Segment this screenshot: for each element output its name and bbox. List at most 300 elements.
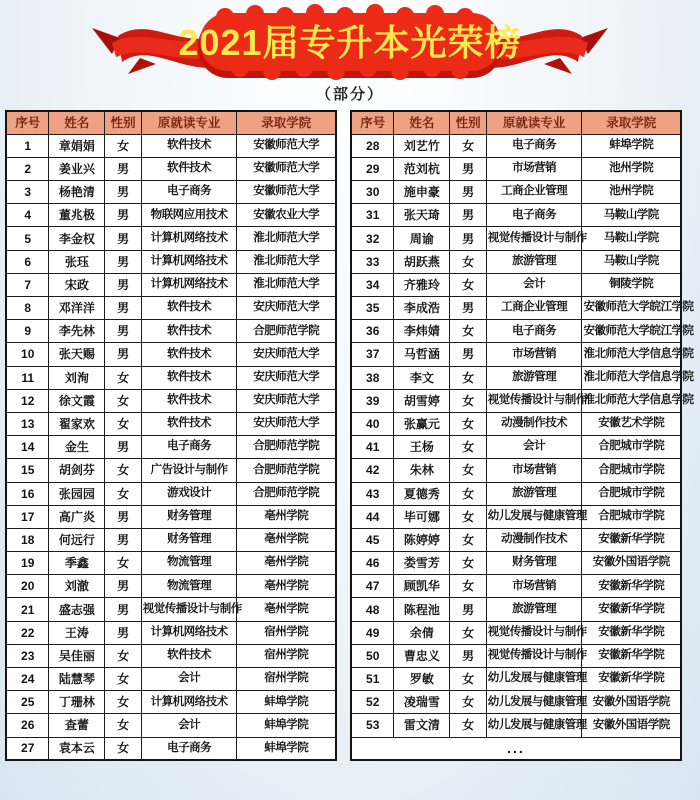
cell-name: 翟家欢 <box>49 412 105 435</box>
cell-college: 马鞍山学院 <box>582 227 681 250</box>
col-header-college: 录取学院 <box>237 111 336 134</box>
cell-major: 软件技术 <box>141 366 237 389</box>
cell-college: 蚌埠学院 <box>237 714 336 737</box>
cell-number: 17 <box>6 505 49 528</box>
cell-college: 安徽师范大学 <box>237 181 336 204</box>
cell-gender: 女 <box>450 459 486 482</box>
cell-number: 46 <box>351 552 394 575</box>
banner-blob <box>178 4 521 80</box>
cell-gender: 男 <box>105 436 141 459</box>
cell-name: 邓洋洋 <box>49 297 105 320</box>
cell-college: 安徽新华学院 <box>582 668 681 691</box>
table-row <box>351 691 681 714</box>
cell-college: 安徽师范大学 <box>237 157 336 180</box>
cell-number: 25 <box>6 691 49 714</box>
cell-number: 16 <box>6 482 49 505</box>
honor-table-left <box>5 110 337 761</box>
table-row <box>6 343 336 366</box>
cell-major: 软件技术 <box>141 157 237 180</box>
cell-major: 软件技术 <box>141 644 237 667</box>
cell-major: 计算机网络技术 <box>141 273 237 296</box>
cell-number: 31 <box>351 204 394 227</box>
cell-name: 董兆极 <box>49 204 105 227</box>
table-row <box>6 482 336 505</box>
cell-number: 47 <box>351 575 394 598</box>
cell-college: 蚌埠学院 <box>237 737 336 760</box>
cell-number: 7 <box>6 273 49 296</box>
cell-name: 高广炎 <box>49 505 105 528</box>
table-row <box>351 227 681 250</box>
cell-college: 安徽外国语学院 <box>582 552 681 575</box>
cell-name: 刘洵 <box>49 366 105 389</box>
cell-number: 10 <box>6 343 49 366</box>
cell-number: 13 <box>6 412 49 435</box>
cell-name: 马哲涵 <box>394 343 450 366</box>
table-row <box>351 273 681 296</box>
cell-number: 32 <box>351 227 394 250</box>
cell-name: 雷文清 <box>394 714 450 737</box>
table-row <box>351 157 681 180</box>
cell-college: 宿州学院 <box>237 644 336 667</box>
cell-name: 张天琦 <box>394 204 450 227</box>
cell-college: 宿州学院 <box>237 621 336 644</box>
cell-name: 毕可娜 <box>394 505 450 528</box>
cell-gender: 男 <box>450 204 486 227</box>
table-row <box>6 691 336 714</box>
table-row <box>6 575 336 598</box>
cell-name: 刘艺竹 <box>394 134 450 157</box>
cell-gender: 女 <box>450 528 486 551</box>
cell-major: 电子商务 <box>486 134 582 157</box>
cell-major: 物联网应用技术 <box>141 204 237 227</box>
table-row <box>351 134 681 157</box>
cell-name: 周谕 <box>394 227 450 250</box>
cell-name: 章娟娟 <box>49 134 105 157</box>
cell-major: 电子商务 <box>486 204 582 227</box>
cell-gender: 男 <box>105 505 141 528</box>
cell-name: 李先林 <box>49 320 105 343</box>
cell-name: 顾凯华 <box>394 575 450 598</box>
cell-major: 软件技术 <box>141 134 237 157</box>
ellipsis-cell: ... <box>351 737 681 760</box>
cell-number: 27 <box>6 737 49 760</box>
table-row <box>351 250 681 273</box>
col-header-major: 原就读专业 <box>486 111 582 134</box>
cell-number: 18 <box>6 528 49 551</box>
table-row <box>351 366 681 389</box>
cell-number: 50 <box>351 644 394 667</box>
table-row <box>6 598 336 621</box>
honor-table-right <box>350 110 694 761</box>
cell-college: 安徽新华学院 <box>582 621 681 644</box>
page-title: 2021届专升本光荣榜 <box>178 22 522 63</box>
cell-major: 物流管理 <box>141 575 237 598</box>
cell-name: 姜业兴 <box>49 157 105 180</box>
cell-major: 动漫制作技术 <box>486 528 582 551</box>
cell-college: 蚌埠学院 <box>582 134 681 157</box>
cell-major: 软件技术 <box>141 412 237 435</box>
cell-gender: 男 <box>105 621 141 644</box>
cell-name: 曹忠义 <box>394 644 450 667</box>
table-row <box>351 389 681 412</box>
col-header-major: 原就读专业 <box>141 111 237 134</box>
cell-name: 王杨 <box>394 436 450 459</box>
cell-name: 余倩 <box>394 621 450 644</box>
cell-gender: 男 <box>105 273 141 296</box>
cell-gender: 男 <box>105 320 141 343</box>
cell-college: 安庆师范大学 <box>237 366 336 389</box>
table-row <box>6 528 336 551</box>
cell-number: 20 <box>6 575 49 598</box>
cell-number: 11 <box>6 366 49 389</box>
cell-name: 刘澈 <box>49 575 105 598</box>
cell-number: 36 <box>351 320 394 343</box>
subtitle: （部分） <box>315 86 384 103</box>
cell-number: 8 <box>6 297 49 320</box>
table-row <box>351 181 681 204</box>
table-row <box>6 227 336 250</box>
cell-major: 财务管理 <box>141 528 237 551</box>
cell-gender: 男 <box>450 181 486 204</box>
cell-name: 徐文霞 <box>49 389 105 412</box>
cell-major: 软件技术 <box>141 320 237 343</box>
cell-gender: 男 <box>450 343 486 366</box>
cell-gender: 女 <box>450 366 486 389</box>
cell-name: 陈程池 <box>394 598 450 621</box>
table-row <box>351 644 681 667</box>
cell-college: 合肥师范学院 <box>237 459 336 482</box>
table-row <box>351 412 681 435</box>
cell-gender: 男 <box>105 528 141 551</box>
cell-number: 14 <box>6 436 49 459</box>
cell-gender: 女 <box>105 737 141 760</box>
cell-major: 幼儿发展与健康管理 <box>486 691 582 714</box>
cell-name: 李金权 <box>49 227 105 250</box>
cell-number: 6 <box>6 250 49 273</box>
cell-gender: 女 <box>450 320 486 343</box>
cell-number: 39 <box>351 389 394 412</box>
cell-major: 旅游管理 <box>486 598 582 621</box>
title-banner <box>0 2 700 86</box>
cell-gender: 女 <box>450 621 486 644</box>
cell-name: 胡雪婷 <box>394 389 450 412</box>
cell-number: 44 <box>351 505 394 528</box>
cell-gender: 男 <box>450 227 486 250</box>
table-row <box>351 459 681 482</box>
left-table-body <box>6 134 336 760</box>
table-row <box>6 668 336 691</box>
table-row <box>6 134 336 157</box>
cell-college: 安徽新华学院 <box>582 528 681 551</box>
col-header-college: 录取学院 <box>582 111 681 134</box>
cell-number: 52 <box>351 691 394 714</box>
cell-gender: 男 <box>105 204 141 227</box>
cell-major: 财务管理 <box>141 505 237 528</box>
cell-name: 吴佳丽 <box>49 644 105 667</box>
table-row <box>351 714 681 737</box>
cell-name: 张赢元 <box>394 412 450 435</box>
cell-number: 34 <box>351 273 394 296</box>
cell-major: 电子商务 <box>141 737 237 760</box>
table-row <box>351 621 681 644</box>
cell-name: 齐雅玲 <box>394 273 450 296</box>
cell-gender: 女 <box>450 250 486 273</box>
table-row <box>6 273 336 296</box>
cell-name: 季鑫 <box>49 552 105 575</box>
cell-gender: 女 <box>105 134 141 157</box>
cell-major: 计算机网络技术 <box>141 250 237 273</box>
table-row <box>351 505 681 528</box>
table-row <box>351 528 681 551</box>
cell-number: 43 <box>351 482 394 505</box>
cell-name: 丁珊林 <box>49 691 105 714</box>
col-header-number: 序号 <box>6 111 49 134</box>
cell-gender: 男 <box>450 157 486 180</box>
cell-gender: 女 <box>450 482 486 505</box>
cell-college: 马鞍山学院 <box>582 204 681 227</box>
cell-major: 电子商务 <box>141 181 237 204</box>
cell-gender: 男 <box>450 598 486 621</box>
cell-college: 马鞍山学院 <box>582 250 681 273</box>
cell-name: 张珏 <box>49 250 105 273</box>
col-header-name: 姓名 <box>394 111 450 134</box>
cell-college: 安庆师范大学 <box>237 389 336 412</box>
cell-name: 查蕾 <box>49 714 105 737</box>
cell-college: 安庆师范大学 <box>237 297 336 320</box>
cell-gender: 女 <box>105 412 141 435</box>
cell-name: 娄雪芳 <box>394 552 450 575</box>
banner-graphic <box>0 2 700 86</box>
cell-name: 陈婷婷 <box>394 528 450 551</box>
cell-gender: 女 <box>105 668 141 691</box>
table-row <box>351 482 681 505</box>
cell-college: 淮北师范大学 <box>237 250 336 273</box>
cell-major: 计算机网络技术 <box>141 621 237 644</box>
cell-name: 何远行 <box>49 528 105 551</box>
cell-number: 3 <box>6 181 49 204</box>
cell-college: 合肥城市学院 <box>582 459 681 482</box>
cell-college: 池州学院 <box>582 181 681 204</box>
cell-name: 宋政 <box>49 273 105 296</box>
cell-college: 宿州学院 <box>237 668 336 691</box>
table-row <box>6 157 336 180</box>
cell-college: 安徽新华学院 <box>582 575 681 598</box>
cell-number: 33 <box>351 250 394 273</box>
cell-college: 合肥师范学院 <box>237 320 336 343</box>
cell-gender: 女 <box>450 505 486 528</box>
cell-major: 软件技术 <box>141 343 237 366</box>
cell-gender: 女 <box>105 482 141 505</box>
cell-number: 49 <box>351 621 394 644</box>
cell-college: 安徽新华学院 <box>582 598 681 621</box>
cell-number: 15 <box>6 459 49 482</box>
cell-college: 淮北师范大学信息学院 <box>582 366 681 389</box>
cell-name: 朱林 <box>394 459 450 482</box>
cell-gender: 男 <box>105 227 141 250</box>
cell-college: 淮北师范大学信息学院 <box>582 389 681 412</box>
cell-gender: 男 <box>105 157 141 180</box>
cell-gender: 男 <box>105 181 141 204</box>
table-row <box>6 436 336 459</box>
table-row <box>351 320 681 343</box>
cell-gender: 男 <box>105 297 141 320</box>
cell-gender: 女 <box>450 389 486 412</box>
cell-college: 合肥城市学院 <box>582 436 681 459</box>
cell-gender: 女 <box>105 389 141 412</box>
cell-major: 软件技术 <box>141 297 237 320</box>
cell-major: 视觉传播设计与制作 <box>486 621 582 644</box>
cell-number: 30 <box>351 181 394 204</box>
table-row <box>351 552 681 575</box>
cell-major: 视觉传播设计与制作 <box>486 389 582 412</box>
cell-major: 幼儿发展与健康管理 <box>486 668 582 691</box>
cell-college: 淮北师范大学 <box>237 273 336 296</box>
cell-gender: 女 <box>105 552 141 575</box>
cell-name: 胡跃燕 <box>394 250 450 273</box>
cell-name: 施申豪 <box>394 181 450 204</box>
cell-college: 合肥师范学院 <box>237 436 336 459</box>
cell-college: 亳州学院 <box>237 505 336 528</box>
cell-college: 安徽师范大学 <box>237 134 336 157</box>
cell-major: 工商企业管理 <box>486 181 582 204</box>
cell-number: 26 <box>6 714 49 737</box>
cell-gender: 男 <box>450 644 486 667</box>
table-row <box>351 668 681 691</box>
cell-gender: 男 <box>105 575 141 598</box>
cell-major: 游戏设计 <box>141 482 237 505</box>
cell-gender: 女 <box>105 366 141 389</box>
cell-name: 袁本云 <box>49 737 105 760</box>
tables-container <box>0 110 700 761</box>
cell-college: 亳州学院 <box>237 575 336 598</box>
table-row <box>6 621 336 644</box>
cell-college: 安徽新华学院 <box>582 644 681 667</box>
cell-number: 29 <box>351 157 394 180</box>
cell-college: 蚌埠学院 <box>237 691 336 714</box>
cell-major: 会计 <box>141 668 237 691</box>
cell-number: 9 <box>6 320 49 343</box>
table-row <box>351 575 681 598</box>
cell-gender: 女 <box>105 459 141 482</box>
cell-number: 4 <box>6 204 49 227</box>
table-row <box>6 644 336 667</box>
cell-number: 1 <box>6 134 49 157</box>
cell-gender: 男 <box>105 343 141 366</box>
cell-major: 物流管理 <box>141 552 237 575</box>
cell-name: 张天赐 <box>49 343 105 366</box>
cell-gender: 男 <box>450 297 486 320</box>
cell-name: 李炜婧 <box>394 320 450 343</box>
cell-number: 51 <box>351 668 394 691</box>
cell-major: 工商企业管理 <box>486 297 582 320</box>
cell-major: 市场营销 <box>486 343 582 366</box>
cell-gender: 女 <box>450 134 486 157</box>
cell-name: 胡剑芬 <box>49 459 105 482</box>
cell-gender: 女 <box>105 644 141 667</box>
cell-major: 动漫制作技术 <box>486 412 582 435</box>
cell-number: 21 <box>6 598 49 621</box>
cell-gender: 女 <box>450 691 486 714</box>
col-header-gender: 性别 <box>105 111 141 134</box>
table-row <box>6 737 336 760</box>
table-row <box>6 204 336 227</box>
cell-number: 28 <box>351 134 394 157</box>
cell-number: 48 <box>351 598 394 621</box>
col-header-gender: 性别 <box>450 111 486 134</box>
table-row <box>6 250 336 273</box>
cell-number: 53 <box>351 714 394 737</box>
cell-number: 23 <box>6 644 49 667</box>
col-header-name: 姓名 <box>49 111 105 134</box>
cell-number: 22 <box>6 621 49 644</box>
table-row <box>6 459 336 482</box>
cell-college: 安庆师范大学 <box>237 412 336 435</box>
cell-college: 安庆师范大学 <box>237 343 336 366</box>
cell-number: 45 <box>351 528 394 551</box>
cell-gender: 女 <box>450 273 486 296</box>
cell-number: 42 <box>351 459 394 482</box>
cell-major: 市场营销 <box>486 459 582 482</box>
table-row <box>6 181 336 204</box>
cell-major: 会计 <box>486 273 582 296</box>
cell-number: 19 <box>6 552 49 575</box>
cell-major: 旅游管理 <box>486 366 582 389</box>
cell-major: 会计 <box>486 436 582 459</box>
cell-number: 38 <box>351 366 394 389</box>
cell-gender: 女 <box>450 575 486 598</box>
cell-number: 41 <box>351 436 394 459</box>
ellipsis-row <box>351 737 681 760</box>
table-row <box>6 552 336 575</box>
cell-gender: 女 <box>450 714 486 737</box>
cell-gender: 女 <box>450 668 486 691</box>
cell-major: 市场营销 <box>486 575 582 598</box>
cell-major: 市场营销 <box>486 157 582 180</box>
cell-college: 亳州学院 <box>237 528 336 551</box>
cell-gender: 女 <box>450 436 486 459</box>
table-row <box>6 366 336 389</box>
header-row <box>351 111 681 134</box>
cell-gender: 女 <box>105 691 141 714</box>
cell-college: 合肥师范学院 <box>237 482 336 505</box>
cell-name: 盛志强 <box>49 598 105 621</box>
cell-name: 李文 <box>394 366 450 389</box>
cell-college: 安徽师范大学皖江学院 <box>582 297 681 320</box>
cell-major: 旅游管理 <box>486 250 582 273</box>
cell-major: 广告设计与制作 <box>141 459 237 482</box>
cell-college: 安徽外国语学院 <box>582 714 681 737</box>
cell-name: 陆慧琴 <box>49 668 105 691</box>
cell-name: 金生 <box>49 436 105 459</box>
cell-number: 40 <box>351 412 394 435</box>
cell-number: 5 <box>6 227 49 250</box>
cell-college: 合肥城市学院 <box>582 505 681 528</box>
cell-college: 安徽外国语学院 <box>582 691 681 714</box>
cell-name: 王涛 <box>49 621 105 644</box>
cell-gender: 女 <box>450 412 486 435</box>
cell-number: 37 <box>351 343 394 366</box>
table-row <box>6 297 336 320</box>
cell-number: 2 <box>6 157 49 180</box>
cell-college: 铜陵学院 <box>582 273 681 296</box>
cell-major: 旅游管理 <box>486 482 582 505</box>
cell-major: 财务管理 <box>486 552 582 575</box>
cell-major: 会计 <box>141 714 237 737</box>
cell-major: 视觉传播设计与制作 <box>486 227 582 250</box>
cell-name: 夏德秀 <box>394 482 450 505</box>
cell-major: 幼儿发展与健康管理 <box>486 505 582 528</box>
cell-gender: 男 <box>105 250 141 273</box>
